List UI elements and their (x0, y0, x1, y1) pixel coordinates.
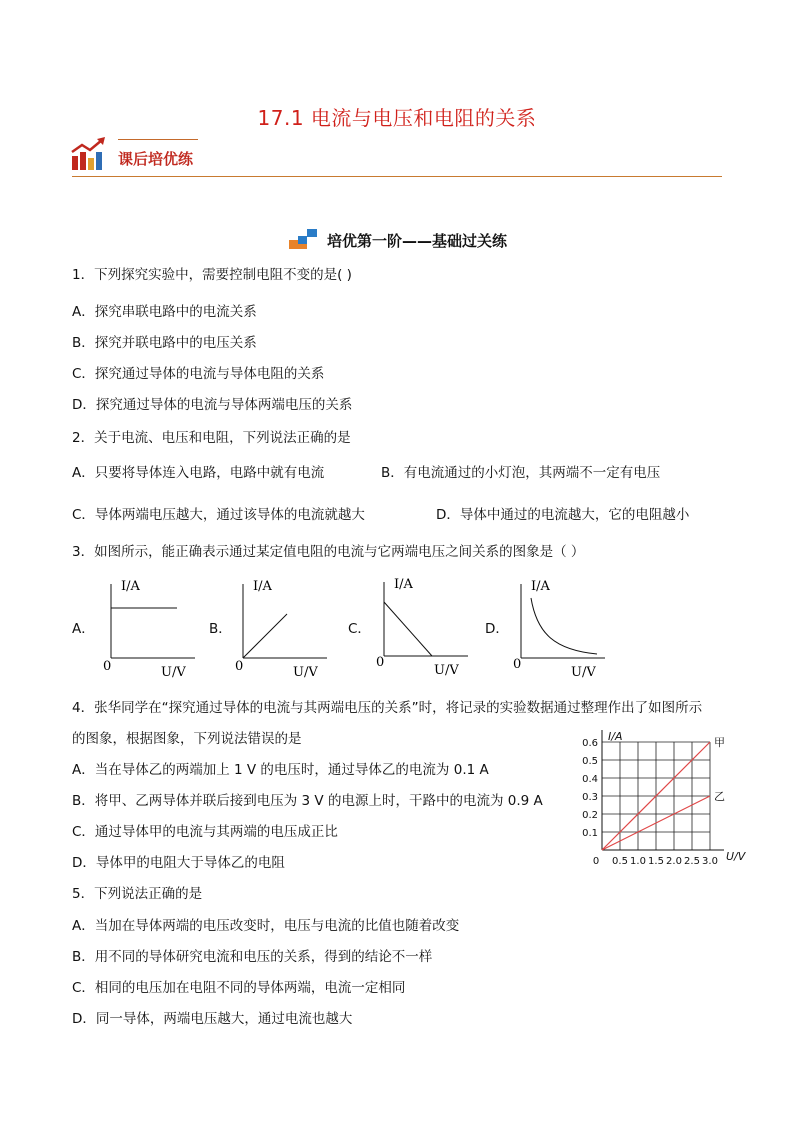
x-tick-label: 2.0 (666, 856, 682, 867)
q3-choice-a: A． (72, 621, 95, 637)
chart-trend-icon (70, 136, 110, 174)
x-axis-label: U/V (726, 850, 746, 863)
q4-iu-chart (570, 722, 770, 867)
section-heading (0, 226, 794, 252)
q3-choice-b: B． (209, 621, 232, 637)
chart-labels (582, 730, 747, 867)
x-tick-label: 2.5 (684, 856, 700, 867)
q3b-ylabel: I/A (253, 579, 272, 594)
q3c-xlabel: U/V (434, 663, 459, 678)
q2-stem: 2．关于电流、电压和电阻，下列说法正确的是 (72, 430, 351, 446)
q3-choice-d: D． (485, 621, 509, 637)
q2-option-b: B．有电流通过的小灯泡，其两端不一定有电压 (381, 465, 661, 481)
q3d-xlabel: U/V (571, 665, 596, 680)
q3c-ylabel: I/A (394, 577, 413, 592)
q1-option-a: A．探究串联电路中的电流关系 (72, 304, 257, 320)
q4-option-a: A．当在导体乙的两端加上 1 V 的电压时，通过导体乙的电流为 0.1 A (72, 762, 489, 778)
q1-option-d: D．探究通过导体的电流与导体两端电压的关系 (72, 397, 353, 413)
y-tick-label: 0.1 (582, 828, 598, 839)
q3b-origin: 0 (235, 659, 244, 674)
badge-divider (118, 139, 198, 140)
q3-graph-a (95, 574, 200, 684)
q1-option-c: C．探究通过导体的电流与导体电阻的关系 (72, 366, 325, 382)
page-title: 17.1 电流与电压和电阻的关系 (257, 106, 537, 130)
q3a-xlabel: U/V (161, 665, 186, 680)
q5-stem: 5．下列说法正确的是 (72, 886, 203, 902)
q4-option-b: B．将甲、乙两导体并联后接到电压为 3 V 的电源上时，干路中的电流为 0.9 A (72, 793, 543, 809)
y-tick-label: 0.3 (582, 792, 598, 803)
y-axis-label: I/A (608, 730, 623, 743)
q3-stem: 3．如图所示，能正确表示通过某定值电阻的电流与它两端电压之间关系的图象是（ ） (72, 544, 585, 560)
q4-option-d: D．导体甲的电阻大于导体乙的电阻 (72, 855, 285, 871)
q3-graph-d (505, 574, 610, 684)
q3d-origin: 0 (513, 657, 522, 672)
q5-option-d: D．同一导体，两端电压越大，通过电流也越大 (72, 1011, 353, 1027)
q3a-ylabel: I/A (121, 579, 140, 594)
q3b-xlabel: U/V (293, 665, 318, 680)
q1-option-b: B．探究并联电路中的电压关系 (72, 335, 257, 351)
q3-choice-c: C． (348, 621, 371, 637)
x-tick-label: 1.5 (648, 856, 664, 867)
q4-option-c: C．通过导体甲的电流与其两端的电压成正比 (72, 824, 338, 840)
y-tick-label: 0.2 (582, 810, 598, 821)
series-label: 甲 (714, 736, 725, 749)
q3a-origin: 0 (103, 659, 112, 674)
q5-option-c: C．相同的电压加在电阻不同的导体两端，电流一定相同 (72, 980, 406, 996)
q3c-origin: 0 (376, 655, 385, 670)
q3-graph-b (227, 574, 332, 684)
q3-graph-c (368, 572, 473, 682)
q5-option-b: B．用不同的导体研究电流和电压的关系，得到的结论不一样 (72, 949, 433, 965)
series-label: 乙 (714, 790, 725, 803)
y-tick-label: 0.4 (582, 774, 598, 785)
x-tick-label: 3.0 (702, 856, 718, 867)
header-rule (72, 176, 722, 177)
q3d-ylabel: I/A (531, 579, 550, 594)
q4-stem-line1: 4．张华同学在“探究通过导体的电流与其两端电压的关系”时，将记录的实验数据通过整理作出了如图所示 (72, 700, 703, 716)
stairs-icon (287, 226, 321, 252)
y-tick-label: 0.6 (582, 738, 598, 749)
q1-stem: 1．下列探究实验中，需要控制电阻不变的是( ) (72, 267, 352, 283)
q2-option-d: D．导体中通过的电流越大，它的电阻越小 (436, 507, 690, 523)
section-title: 培优第一阶——基础过关练 (326, 232, 507, 250)
q2-option-a: A．只要将导体连入电路，电路中就有电流 (72, 465, 325, 481)
q4-stem-line2: 的图象，根据图象，下列说法错误的是 (72, 731, 302, 747)
q2-option-c: C．导体两端电压越大，通过该导体的电流就越大 (72, 507, 365, 523)
badge-label: 课后培优练 (118, 150, 194, 168)
x-tick-label: 0.5 (612, 856, 628, 867)
x-tick-label: 1.0 (630, 856, 646, 867)
y-tick-label: 0.5 (582, 756, 598, 767)
x-tick-label: 0 (592, 856, 600, 867)
q5-option-a: A．当加在导体两端的电压改变时，电压与电流的比值也随着改变 (72, 918, 460, 934)
